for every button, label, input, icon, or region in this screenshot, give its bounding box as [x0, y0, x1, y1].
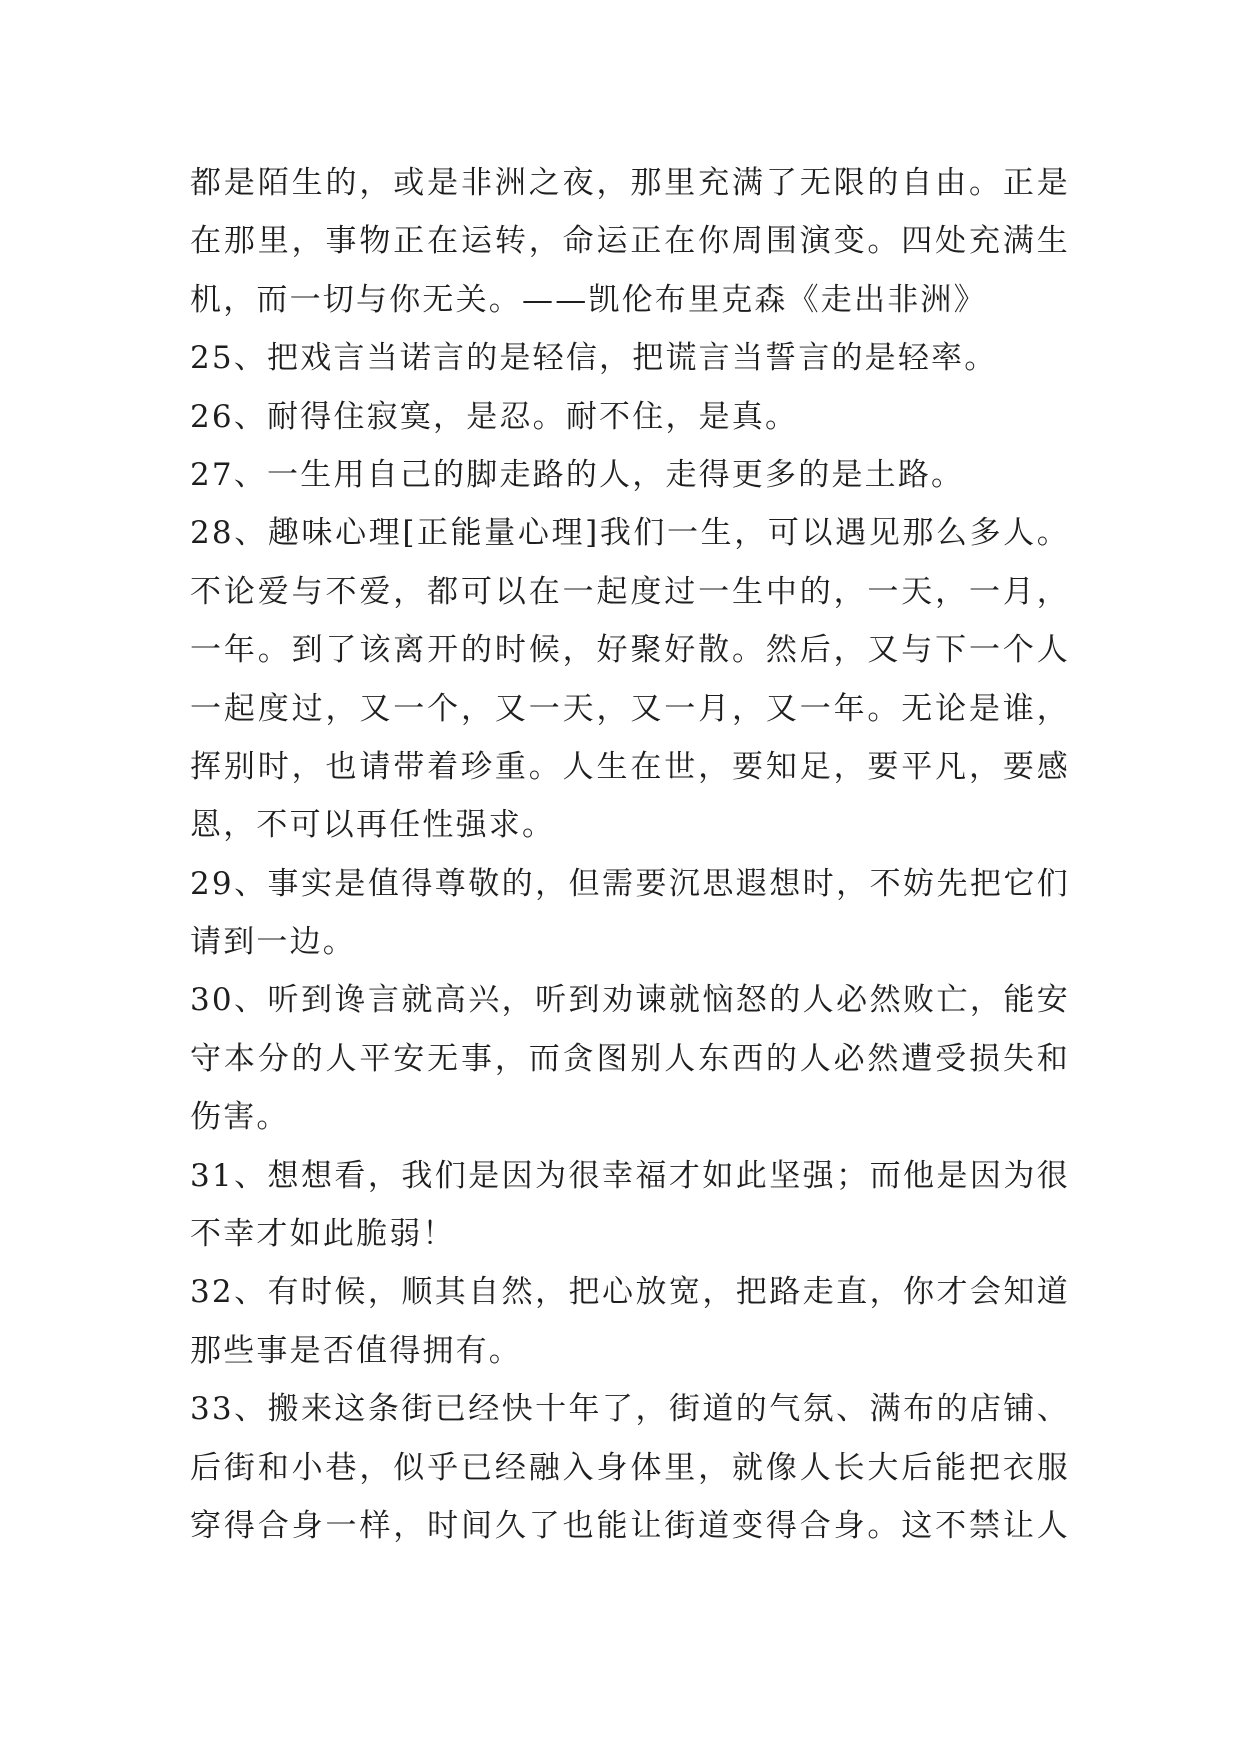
text-line: 一年。到了该离开的时候，好聚好散。然后，又与下一个人 — [190, 632, 1070, 669]
text-line: 后街和小巷，似乎已经融入身体里，就像人长大后能把衣服 — [190, 1449, 1070, 1486]
text-line: 守本分的人平安无事，而贪图别人东西的人必然遭受损失和 — [190, 1040, 1070, 1077]
text-line: 28、趣味心理[正能量心理]我们一生，可以遇见那么多人。 — [190, 515, 1070, 552]
text-line: 26、耐得住寂寞，是忍。耐不住，是真。 — [190, 398, 799, 435]
text-line: 不幸才如此脆弱！ — [190, 1216, 456, 1253]
text-line: 25、把戏言当诺言的是轻信，把谎言当誓言的是轻率。 — [190, 340, 998, 377]
text-line: 都是陌生的，或是非洲之夜，那里充满了无限的自由。正是 — [190, 165, 1070, 201]
text-line: 机，而一切与你无关。——凯伦布里克森《走出非洲》 — [190, 281, 987, 318]
text-line: 那些事是否值得拥有。 — [190, 1332, 522, 1369]
text-line: 33、搬来这条街已经快十年了，街道的气氛、满布的店铺、 — [190, 1391, 1070, 1428]
text-line: 32、有时候，顺其自然，把心放宽，把路走直，你才会知道 — [190, 1274, 1070, 1311]
text-line: 挥别时，也请带着珍重。人生在世，要知足，要平凡，要感 — [190, 748, 1070, 785]
text-line: 恩，不可以再任性强求。 — [190, 807, 556, 844]
body-text — [190, 154, 1070, 1555]
text-line: 29、事实是值得尊敬的，但需要沉思遐想时，不妨先把它们 — [190, 865, 1070, 902]
text-line: 31、想想看，我们是因为很幸福才如此坚强；而他是因为很 — [190, 1157, 1070, 1194]
text-line: 30、听到谗言就高兴，听到劝谏就恼怒的人必然败亡，能安 — [190, 982, 1070, 1019]
text-line: 请到一边。 — [190, 924, 356, 961]
text-line: 伤害。 — [190, 1099, 290, 1136]
text-line: 一起度过，又一个，又一天，又一月，又一年。无论是谁， — [190, 690, 1070, 727]
text-line: 在那里，事物正在运转，命运正在你周围演变。四处充满生 — [190, 223, 1070, 260]
text-line: 穿得合身一样，时间久了也能让街道变得合身。这不禁让人 — [190, 1507, 1070, 1544]
text-line: 27、一生用自己的脚走路的人，走得更多的是土路。 — [190, 456, 965, 493]
text-line: 不论爱与不爱，都可以在一起度过一生中的，一天，一月， — [190, 573, 1070, 610]
